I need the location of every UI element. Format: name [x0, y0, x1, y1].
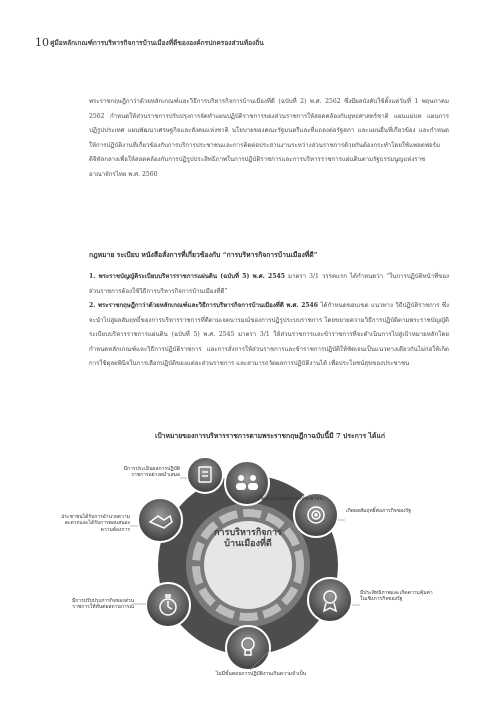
- goal-label-6: ประชาชนได้รับการอำนวยความสะดวกและได้รับการตอบสนองความต้องการ: [61, 514, 130, 533]
- goal-label-4: ไม่มีขั้นตอนการปฏิบัติงานเกินความจำเป็น: [215, 671, 307, 677]
- goal-label-3: มีประสิทธิภาพและเกิดความคุ้มค่าในเชิงภารกิจของรัฐ: [360, 590, 433, 603]
- page-number: 10: [35, 36, 49, 49]
- law-item-1-text: มาตรา 3/1 วรรคแรก ได้กำหนดว่า “ในการปฏิบัติหน้าที่ของส่วนราชการต้องใช้วิธีการบริหารกิจการบ้านเมืองที่ดี”: [89, 273, 449, 295]
- running-header: คู่มือหลักเกณฑ์การบริหารกิจการบ้านเมืองที่ดีขององค์กรปกครองส่วนท้องถิ่น: [50, 39, 264, 47]
- law-item-2-title: 2. พระราชกฤษฎีกาว่าด้วยหลักเกณฑ์และวิธีการบริหารกิจการบ้านเมืองที่ดี พ.ศ. 2546: [89, 302, 319, 309]
- goal-label-5: มีการปรับปรุงภารกิจของส่วนราชการให้ทันต่อสถานการณ์: [71, 598, 134, 611]
- figure-title: เป้าหมายของการบริหารราชการตามพระราชกฤษฎีกาฉบับนี้มี 7 ประการ ได้แก่: [155, 432, 385, 440]
- law-item-2-text: ได้กำหนดขอบเขต แนวทาง วิธีปฏิบัติราชการ ซึ่งจะนำไปสู่ผลสัมฤทธิ์ของการบริหารราชการที่ดีตามเจตนารมณ์ของการปฏิรูประบบราชการ โดยขยายความวิธีการปฏิบัติตามพระราชบัญญัติระเบียบบริหารราชการแผ่นดิน (ฉบับที่ 5) พ.ศ. 2545 มาตรา 3/1 ให้ส่วนราชการและข้าราชการที่จะดำเนินการไปสู่เป้าหมายหลักโดยกำหนดหลักเกณฑ์และวิธีการปฏิบัติราชการ และการสั่งการให้ส่วนราชการและข้าราชการปฏิบัติให้ชัดเจนเป็นแนวทางเดียวกันไม่ก่อให้เกิดการใช้ดุลยพินิจในการเลือกปฏิบัติของแต่ละส่วนราชการ และสามารถวัดผลการปฏิบัติงานได้ เพื่อประโยชน์สุขของประชาชน: [89, 302, 449, 367]
- center-label: การบริหารกิจการบ้านเมืองที่ดี: [214, 528, 282, 549]
- goal-label-7: มีการประเมินผลการปฏิบัติราชการอย่างสม่ำเสมอ: [123, 466, 180, 479]
- goal-photo-4: [226, 626, 270, 670]
- law-item-1-title: 1. พระราชบัญญัติระเบียบบริหารราชการแผ่นดิน (ฉบับที่ 5) พ.ศ. 2545: [89, 273, 285, 280]
- goal-photo-3: [308, 578, 352, 622]
- goal-photo-6: [138, 498, 182, 542]
- section-heading: กฎหมาย ระเบียบ หนังสือสั่งการที่เกี่ยวข้องกับ “การบริหารกิจการบ้านเมืองที่ดี”: [89, 251, 318, 259]
- goal-label-1: เกิดประโยชน์สุขของประชาชน: [257, 496, 323, 502]
- goal-label-2: เกิดผลสัมฤทธิ์ต่อภารกิจของรัฐ: [346, 508, 412, 514]
- intro-paragraph: พระราชกฤษฎีกาว่าด้วยหลักเกณฑ์และวิธีการบริหารกิจการบ้านเมืองที่ดี (ฉบับที่ 2) พ.ศ. 2562 ซึ่งมีผลบังคับใช้ตั้งแต่วันที่ 1 พฤษภาคม 2562 กำหนดให้ส่วนราชการปรับปรุงการจัดทำแผนปฏิบัติราชการของส่วนราชการให้สอดคล้องกับยุทธศาสตร์ชาติ แผนแม่บท แผนการปฏิรูปประเทศ แผนพัฒนาเศรษฐกิจและสังคมแห่งชาติ นโยบายของคณะรัฐมนตรีและที่แถลงต่อรัฐสภา และแผนอื่นที่เกี่ยวข้อง และกำหนดให้การปฏิบัติงานที่เกี่ยวข้องกับการบริการประชาชนและการติดต่อประสานงานระหว่างส่วนราชการด้วยกันต้องกระทำโดยใช้แพลตฟอร์มดิจิทัลกลางเพื่อให้สอดคล้องกับการปฏิรูปประสิทธิภาพในการปฏิบัติราชการและการบริหารราชการแผ่นดินตามรัฐธรรมนูญแห่งราชอาณาจักรไทย พ.ศ. 2560: [89, 98, 449, 178]
- goal-photo-7: [187, 457, 223, 493]
